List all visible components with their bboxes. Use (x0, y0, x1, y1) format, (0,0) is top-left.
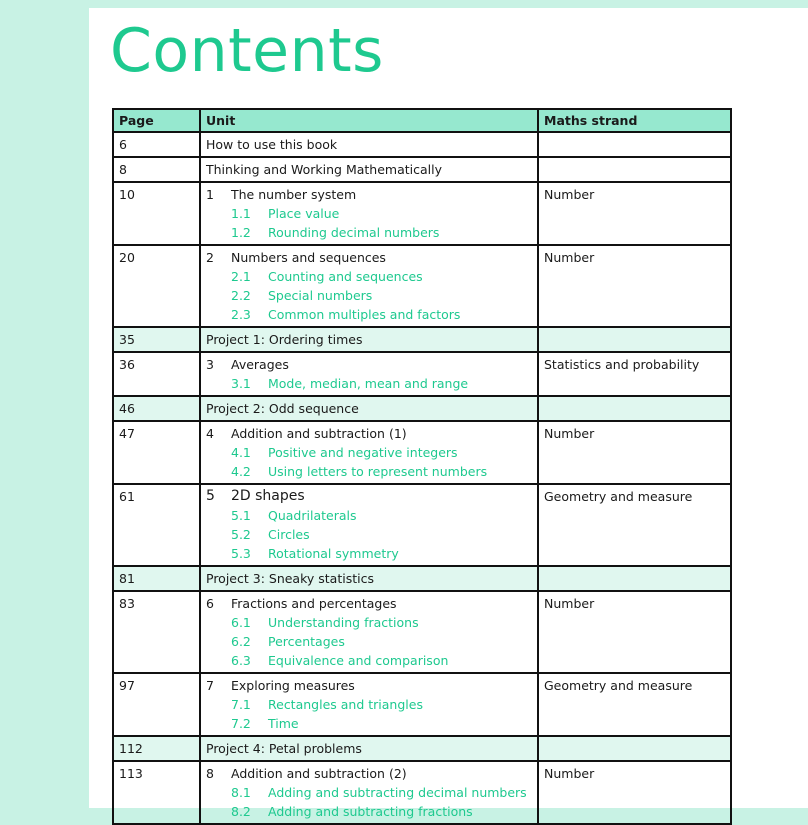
unit-cell (200, 591, 538, 673)
section-number: 2.1 (231, 269, 251, 284)
unit-name: Fractions and percentages (231, 596, 397, 611)
unit-title[interactable] (206, 185, 532, 204)
table-row (113, 761, 731, 824)
unit-cell (200, 566, 538, 591)
section-name: Using letters to represent numbers (268, 464, 488, 479)
table-row (113, 673, 731, 736)
section-name: Counting and sequences (268, 269, 423, 284)
project-row (113, 327, 731, 352)
maths-strand (538, 327, 731, 352)
section-item[interactable] (206, 783, 532, 802)
section-item[interactable] (206, 802, 532, 821)
unit-number: 3 (206, 357, 214, 372)
section-number: 8.1 (231, 785, 251, 800)
section-name: Mode, median, mean and range (268, 376, 469, 391)
maths-strand: Number (538, 761, 731, 824)
section-name: Place value (268, 206, 340, 221)
section-number: 5.1 (231, 508, 251, 523)
maths-strand (538, 566, 731, 591)
section-name: Quadrilaterals (268, 508, 357, 523)
table-row (113, 157, 731, 182)
page-number: 83 (113, 591, 200, 673)
section-number: 1.1 (231, 206, 251, 221)
contents-table (112, 108, 732, 825)
section-name: Rounding decimal numbers (268, 225, 440, 240)
section-item[interactable] (206, 223, 532, 242)
unit-title[interactable] (206, 487, 532, 506)
maths-strand (538, 396, 731, 421)
maths-strand (538, 157, 731, 182)
section-item[interactable] (206, 695, 532, 714)
unit-cell (200, 132, 538, 157)
section-name: Equivalence and comparison (268, 653, 449, 668)
project-row (113, 566, 731, 591)
unit-cell (200, 396, 538, 421)
unit-cell (200, 736, 538, 761)
unit-number: 5 (206, 488, 215, 504)
project-row (113, 396, 731, 421)
unit-number: 2 (206, 250, 214, 265)
maths-strand (538, 736, 731, 761)
page-number: 36 (113, 352, 200, 396)
page-title: Contents (110, 16, 384, 86)
section-item[interactable] (206, 443, 532, 462)
section-number: 6.2 (231, 634, 251, 649)
section-name: Common multiples and factors (268, 307, 461, 322)
unit-number: 7 (206, 678, 214, 693)
header-unit: Unit (200, 109, 538, 132)
section-number: 5.3 (231, 546, 251, 561)
maths-strand: Geometry and measure (538, 484, 731, 566)
unit-name: Numbers and sequences (231, 250, 386, 265)
section-item[interactable] (206, 462, 532, 481)
section-name: Positive and negative integers (268, 445, 458, 460)
section-number: 2.2 (231, 288, 251, 303)
table-row (113, 591, 731, 673)
page-number: 20 (113, 245, 200, 327)
unit-cell (200, 352, 538, 396)
page-number: 46 (113, 396, 200, 421)
section-number: 7.1 (231, 697, 251, 712)
page-number: 112 (113, 736, 200, 761)
page-number: 8 (113, 157, 200, 182)
section-number: 6.3 (231, 653, 251, 668)
section-item[interactable] (206, 374, 532, 393)
unit-cell (200, 484, 538, 566)
unit-number: 4 (206, 426, 214, 441)
page-number: 35 (113, 327, 200, 352)
unit-number: 8 (206, 766, 214, 781)
table-row (113, 132, 731, 157)
unit-title[interactable] (206, 764, 532, 783)
unit-name[interactable]: Project 4: Petal problems (206, 741, 362, 756)
maths-strand: Number (538, 591, 731, 673)
table-row (113, 245, 731, 327)
section-item[interactable] (206, 506, 532, 525)
section-item[interactable] (206, 651, 532, 670)
unit-cell (200, 673, 538, 736)
section-name: Understanding fractions (268, 615, 419, 630)
section-number: 2.3 (231, 307, 251, 322)
unit-title[interactable] (206, 676, 532, 695)
maths-strand: Statistics and probability (538, 352, 731, 396)
unit-name: Addition and subtraction (2) (231, 766, 407, 781)
maths-strand (538, 132, 731, 157)
maths-strand: Number (538, 245, 731, 327)
section-name: Time (268, 716, 299, 731)
maths-strand: Geometry and measure (538, 673, 731, 736)
unit-name[interactable]: Project 2: Odd sequence (206, 401, 359, 416)
page-number: 81 (113, 566, 200, 591)
page-number: 113 (113, 761, 200, 824)
page-number: 61 (113, 484, 200, 566)
unit-number: 1 (206, 187, 214, 202)
section-number: 1.2 (231, 225, 251, 240)
unit-title[interactable] (206, 594, 532, 613)
unit-name: 2D shapes (231, 488, 305, 504)
table-row (113, 421, 731, 484)
unit-name[interactable]: Project 3: Sneaky statistics (206, 571, 374, 586)
unit-cell (200, 421, 538, 484)
section-number: 4.2 (231, 464, 251, 479)
table-row (113, 182, 731, 245)
header-strand: Maths strand (538, 109, 731, 132)
section-name: Rectangles and triangles (268, 697, 423, 712)
section-number: 3.1 (231, 376, 251, 391)
section-item[interactable] (206, 613, 532, 632)
header-page: Page (113, 109, 200, 132)
table-row (113, 484, 731, 566)
page-number: 97 (113, 673, 200, 736)
unit-name: The number system (231, 187, 357, 202)
unit-cell (200, 761, 538, 824)
section-name: Circles (268, 527, 310, 542)
table-header-row (113, 109, 731, 132)
section-item[interactable] (206, 632, 532, 651)
project-row (113, 736, 731, 761)
section-item[interactable] (206, 525, 532, 544)
section-name: Adding and subtracting decimal numbers (268, 785, 527, 800)
section-number: 7.2 (231, 716, 251, 731)
unit-cell (200, 182, 538, 245)
unit-name[interactable]: How to use this book (206, 137, 338, 152)
section-number: 6.1 (231, 615, 251, 630)
unit-cell (200, 327, 538, 352)
maths-strand: Number (538, 421, 731, 484)
unit-number: 6 (206, 596, 214, 611)
section-item[interactable] (206, 267, 532, 286)
section-number: 5.2 (231, 527, 251, 542)
unit-title[interactable] (206, 248, 532, 267)
section-name: Special numbers (268, 288, 373, 303)
unit-cell (200, 157, 538, 182)
section-item[interactable] (206, 204, 532, 223)
unit-name: Averages (231, 357, 289, 372)
section-item[interactable] (206, 286, 532, 305)
section-item[interactable] (206, 714, 532, 733)
page-number: 6 (113, 132, 200, 157)
section-name: Adding and subtracting fractions (268, 804, 473, 819)
unit-name[interactable]: Project 1: Ordering times (206, 332, 363, 347)
section-item[interactable] (206, 544, 532, 563)
section-number: 8.2 (231, 804, 251, 819)
unit-name: Addition and subtraction (1) (231, 426, 407, 441)
table-row (113, 352, 731, 396)
page-number: 47 (113, 421, 200, 484)
section-name: Rotational symmetry (268, 546, 399, 561)
unit-name[interactable]: Thinking and Working Mathematically (206, 162, 442, 177)
page-number: 10 (113, 182, 200, 245)
section-item[interactable] (206, 305, 532, 324)
unit-name: Exploring measures (231, 678, 355, 693)
unit-title[interactable] (206, 424, 532, 443)
section-number: 4.1 (231, 445, 251, 460)
unit-cell (200, 245, 538, 327)
maths-strand: Number (538, 182, 731, 245)
section-name: Percentages (268, 634, 345, 649)
unit-title[interactable] (206, 355, 532, 374)
